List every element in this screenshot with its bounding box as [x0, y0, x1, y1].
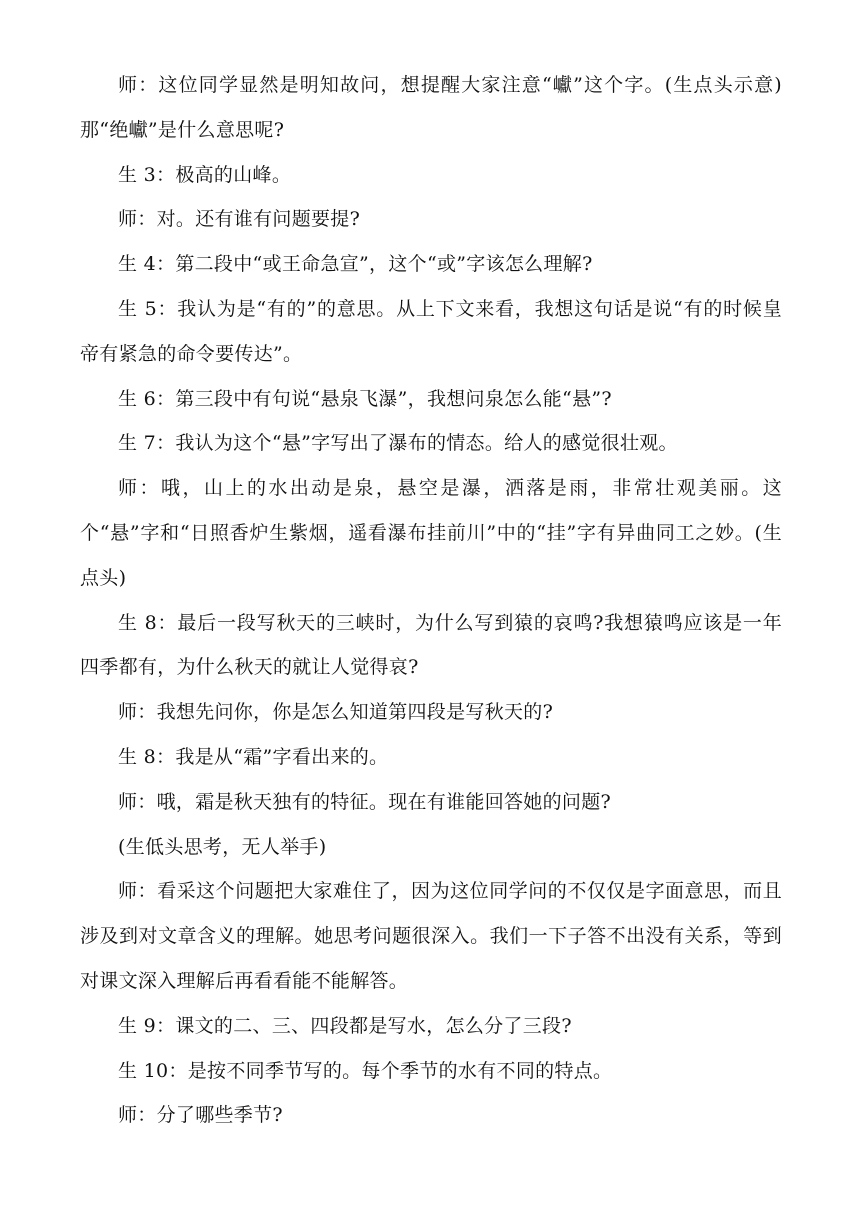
- paragraph-teacher-followup: 师：我想先问你，你是怎么知道第四段是写秋天的?: [118, 701, 554, 724]
- document-body: [80, 63, 782, 1138]
- paragraph-student-7-answer: 生 7：我认为这个“悬”字写出了瀑布的情态。给人的感觉很壮观。: [118, 432, 678, 455]
- paragraph-student-6-question: 生 6：第三段中有句说“悬泉飞瀑”，我想问泉怎么能“悬”?: [118, 387, 612, 410]
- paragraph-student-10-answer: 生 10：是按不同季节写的。每个季节的水有不同的特点。: [118, 1059, 613, 1082]
- paragraph-teacher-frost: 师：哦，霜是秋天独有的特征。现在有谁能回答她的问题?: [118, 790, 611, 813]
- paragraph-teacher-seasons: 师：分了哪些季节?: [118, 1104, 283, 1127]
- paragraph-teacher-explanation: 师：看采这个问题把大家难住了，因为这位同学问的不仅仅是字面意思，而且涉及到对文章含义的理解。她思考问题很深入。我们一下子答不出没有关系，等到对课文深入理解后再看看能不能解答。: [80, 880, 782, 992]
- paragraph-student-4-question: 生 4：第二段中“或王命急宣”，这个“或”字该怎么理解?: [118, 253, 593, 276]
- paragraph-student-8-answer: 生 8：我是从“霜”字看出来的。: [118, 745, 389, 768]
- paragraph-stage-direction: (生低头思考，无人举手): [118, 835, 327, 858]
- paragraph-teacher-prompt: 师：对。还有谁有问题要提?: [118, 208, 361, 231]
- paragraph-student-5-answer: 生 5：我认为是“有的”的意思。从上下文来看，我想这句话是说“有的时候皇帝有紧急的命令要传达”。: [80, 297, 782, 365]
- paragraph-teacher-question-yan: 师：这位同学显然是明知故问，想提醒大家注意“巘”这个字。(生点头示意)那“绝巘”是什么意思呢?: [80, 74, 782, 141]
- paragraph-student-9-question: 生 9：课文的二、三、四段都是写水，怎么分了三段?: [118, 1014, 572, 1037]
- paragraph-student-3-answer: 生 3：极高的山峰。: [118, 163, 292, 186]
- paragraph-teacher-comment-waterfall: 师：哦，山上的水出动是泉，悬空是瀑，洒落是雨，非常壮观美丽。这个“悬”字和“日照香炉生紫烟，遥看瀑布挂前川”中的“挂”字有异曲同工之妙。(生点头): [80, 477, 782, 589]
- paragraph-student-8-question: 生 8：最后一段写秋天的三峡时，为什么写到猿的哀鸣?我想猿鸣应该是一年四季都有，为什么秋天的就让人觉得哀?: [80, 611, 782, 679]
